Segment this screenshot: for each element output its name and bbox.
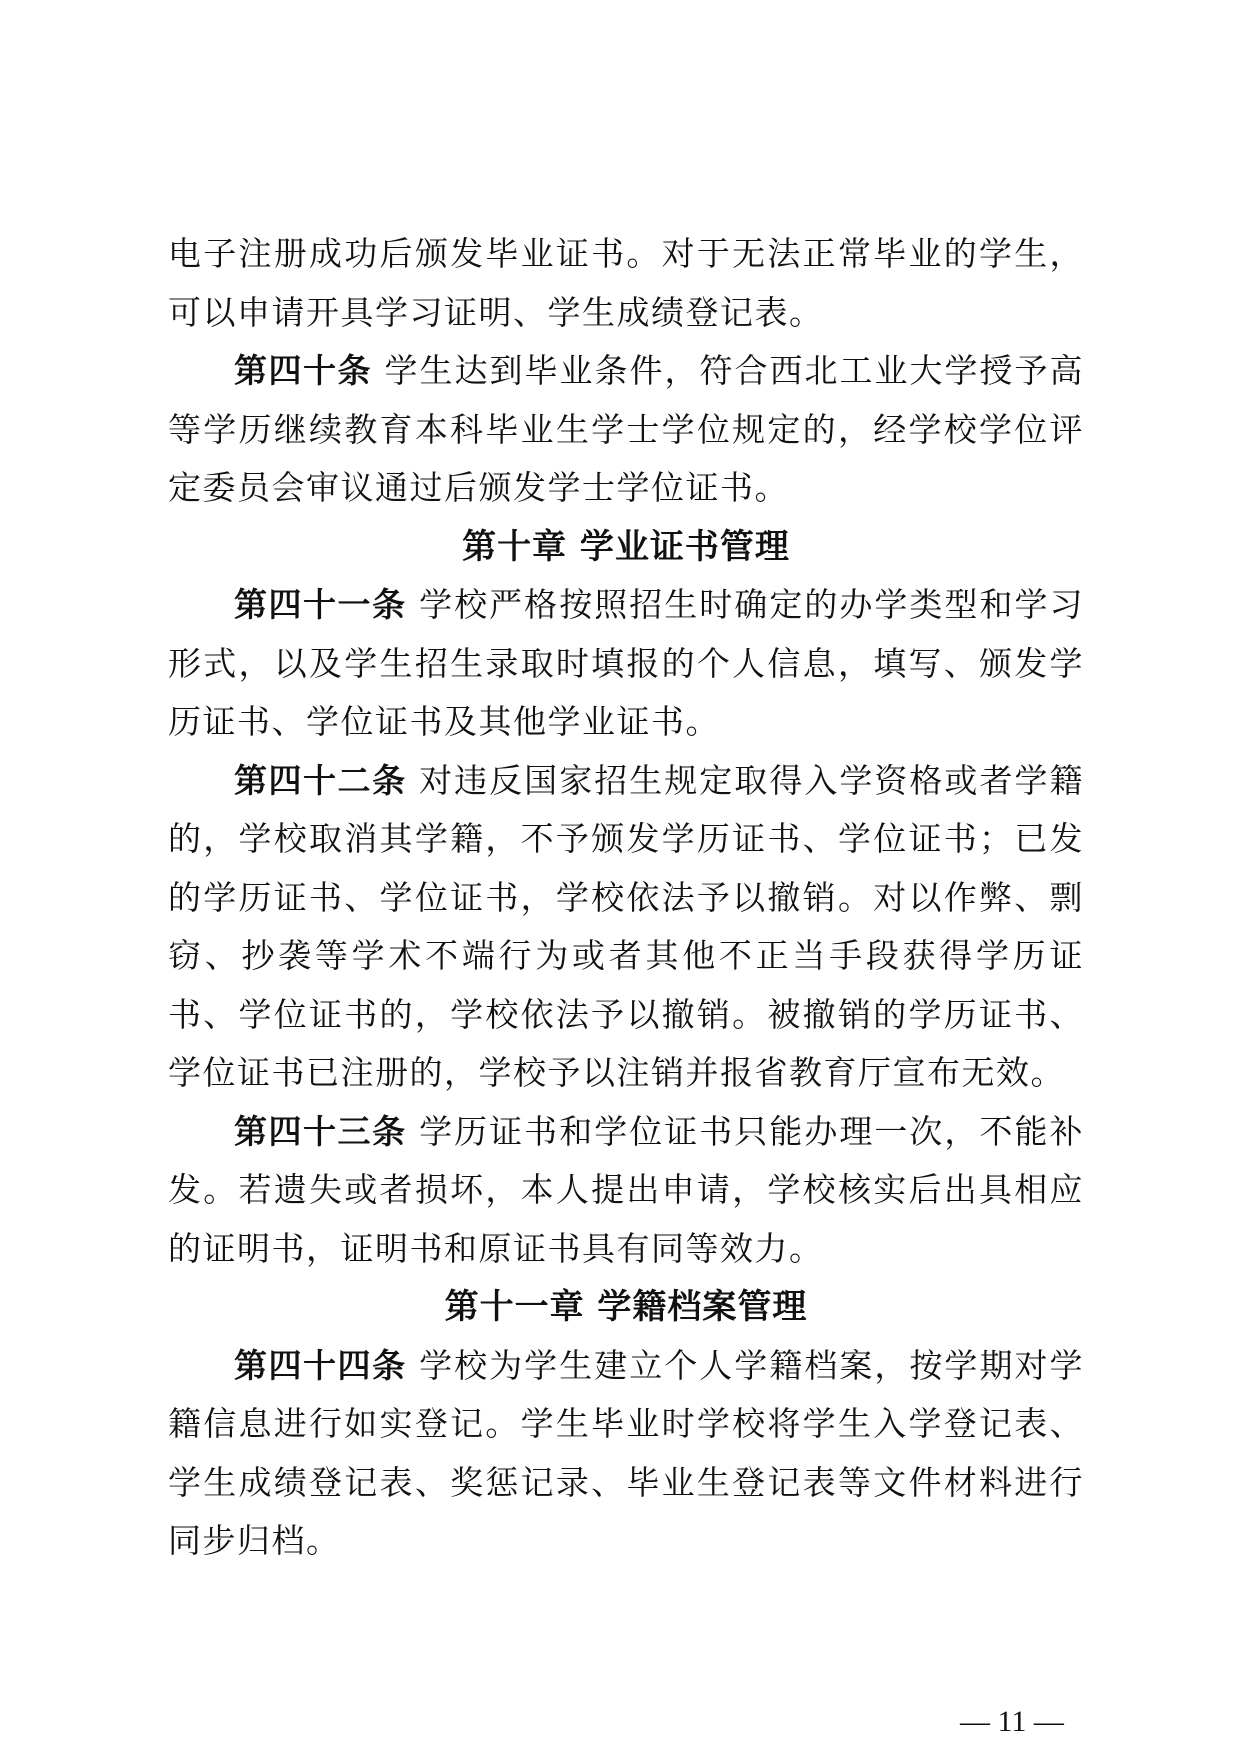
paragraph-text: 电子注册成功后颁发毕业证书。对于无法正常毕业的学生，可以申请开具学习证明、学生成绩登记表。 (168, 234, 1084, 332)
paragraph (168, 225, 1084, 342)
paragraph (168, 752, 1084, 1103)
paragraph-text: 学生达到毕业条件，符合西北工业大学授予高等学历继续教育本科毕业生学士学位规定的，经学校学位评定委员会审议通过后颁发学士学位证书。 (168, 351, 1084, 507)
paragraph-text: 学校为学生建立个人学籍档案，按学期对学籍信息进行如实登记。学生毕业时学校将学生入学登记表、学生成绩登记表、奖惩记录、毕业生登记表等文件材料进行同步归档。 (168, 1345, 1084, 1560)
paragraph (168, 576, 1084, 752)
chapter-heading: 第十一章 学籍档案管理 (444, 1287, 808, 1327)
document-body (168, 225, 1084, 1571)
paragraph-text: 学历证书和学位证书只能办理一次，不能补发。若遗失或者损坏，本人提出申请，学校核实后出具相应的证明书，证明书和原证书具有同等效力。 (168, 1111, 1084, 1268)
paragraph (168, 1103, 1084, 1279)
article-number: 第四十三条 (234, 1111, 407, 1151)
article-number: 第四十一条 (234, 585, 407, 624)
paragraph (168, 342, 1084, 518)
page-number: — 11 — (960, 1705, 1064, 1738)
article-number: 第四十条 (234, 351, 372, 390)
chapter-heading: 第十章 学业证书管理 (462, 526, 790, 567)
paragraph (168, 1337, 1084, 1571)
article-number: 第四十二条 (234, 760, 407, 800)
paragraph-text: 学校严格按照招生时确定的办学类型和学习形式，以及学生招生录取时填报的个人信息，填写、颁发学历证书、学位证书及其他学业证书。 (168, 585, 1084, 741)
article-number: 第四十四条 (234, 1345, 407, 1385)
paragraph-text: 对违反国家招生规定取得入学资格或者学籍的，学校取消其学籍，不予颁发学历证书、学位证书；已发的学历证书、学位证书，学校依法予以撤销。对以作弊、剽窃、抄袭等学术不端行为或者其他不正当手段获得学历证书、学位证书的，学校依法予以撤销。被撤销的学历证书、学位证书已注册的，学校予以注销并报省教育厅宣布无效。 (168, 760, 1084, 1092)
